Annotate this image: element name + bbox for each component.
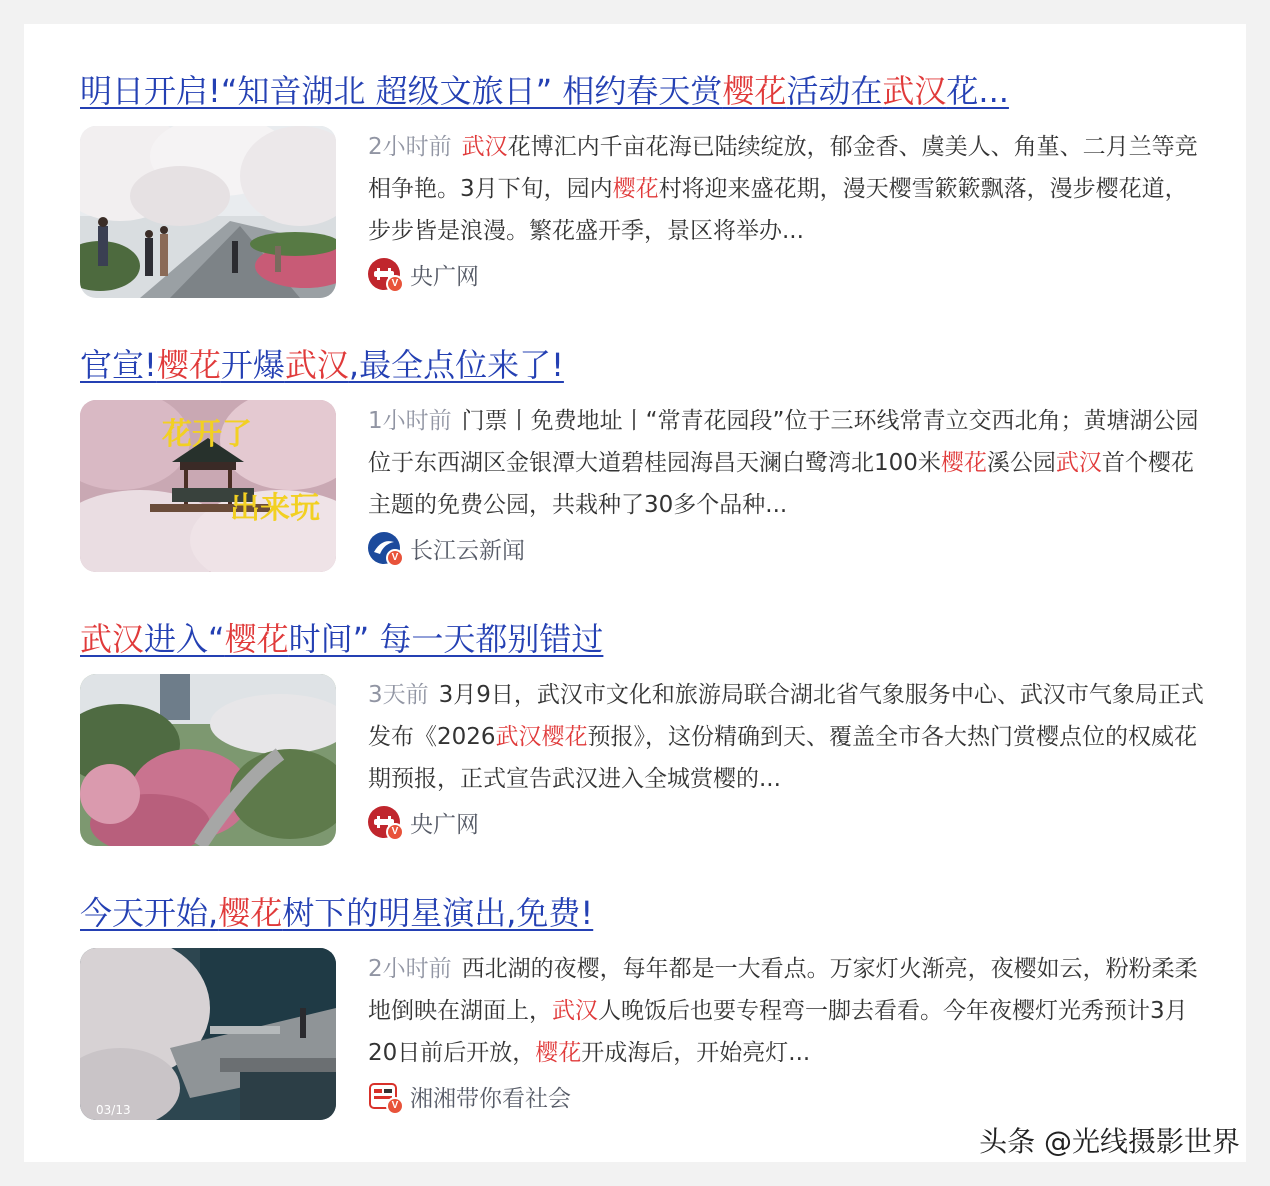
result-thumbnail[interactable] xyxy=(80,400,336,572)
result-time: 1小时前 xyxy=(368,408,452,434)
highlight-keyword: 武汉 xyxy=(1055,450,1102,476)
text-segment: 开成海后，开始亮灯... xyxy=(581,1040,811,1066)
changjiang-cloud-logo-icon xyxy=(368,532,400,564)
highlight-keyword: 樱花 xyxy=(218,894,283,932)
text-segment: 预报》，这份精确到天、覆盖全市各大热门赏樱点位的权威花期预报，正式宣告武汉进入全城赏樱的... xyxy=(368,724,1198,792)
result-time: 2小时前 xyxy=(368,956,452,982)
text-segment: 村将迎来盛花期，漫天樱雪簌簌飘落，漫步樱花道，步步皆是浪漫。繁花盛开季，景区将举办... xyxy=(368,176,1188,244)
highlight-keyword: 武汉樱花 xyxy=(495,724,588,750)
result-summary xyxy=(368,948,1204,1074)
source-name: 长江云新闻 xyxy=(410,537,525,564)
result-thumbnail[interactable] xyxy=(80,126,336,298)
cherry-blossom-avenue-image xyxy=(80,126,336,298)
text-segment: 时间” 每一天都别错过 xyxy=(288,620,604,658)
text-segment: 门票丨免费地址丨“常青花园段”位于三环线常青立交西北角；黄塘湖公园位于东西湖区金银潭大道碧桂园海昌天澜白鹭湾北100米 xyxy=(368,408,1199,476)
search-results-card xyxy=(24,24,1246,1162)
cnr-logo-icon xyxy=(368,806,400,838)
highlight-keyword: 樱花 xyxy=(940,450,987,476)
text-segment: 进入“ xyxy=(144,620,225,658)
cherry-blossom-garden-aerial-image xyxy=(80,674,336,846)
cherry-blossom-pavilion-image xyxy=(80,400,336,572)
highlight-keyword: 武汉 xyxy=(461,134,508,160)
search-result xyxy=(80,342,1220,564)
text-segment: 活动在 xyxy=(786,72,883,110)
verified-badge-icon: V xyxy=(386,1097,404,1115)
xiangxiang-logo-icon xyxy=(368,1080,400,1112)
result-source[interactable] xyxy=(368,530,525,566)
text-segment: 树下的明星演出,免费! xyxy=(282,894,594,932)
result-title-link[interactable] xyxy=(80,890,1220,936)
source-name: 湘湘带你看社会 xyxy=(410,1085,571,1112)
highlight-keyword: 樱花 xyxy=(612,176,659,202)
text-segment: 花博汇内千亩花海已陆续绽放，郁金香、虞美人、角堇、二月兰等竞相争艳。3月下旬，园内 xyxy=(368,134,1198,202)
result-summary xyxy=(368,674,1204,800)
text-segment: 明日开启!“知音湖北 超级文旅日” 相约春天赏 xyxy=(80,72,723,110)
result-title-link[interactable] xyxy=(80,342,1220,388)
search-result xyxy=(80,890,1220,1117)
source-name: 央广网 xyxy=(410,263,479,290)
search-result xyxy=(80,68,1220,290)
verified-badge-icon: V xyxy=(386,823,404,841)
result-thumbnail[interactable] xyxy=(80,948,336,1120)
result-source[interactable] xyxy=(368,256,479,292)
source-name: 央广网 xyxy=(410,811,479,838)
text-segment: 西北湖的夜樱，每年都是一大看点。万家灯火渐亮，夜樱如云，粉粉柔柔地倒映在湖面上， xyxy=(368,956,1198,1024)
thumb-date-overlay: 03/13 xyxy=(96,1103,131,1117)
text-segment: 花... xyxy=(946,72,1009,110)
text-segment: 首个樱花主题的免费公园，共栽种了30多个品种... xyxy=(368,450,1194,518)
search-result xyxy=(80,616,1220,838)
highlight-keyword: 樱花 xyxy=(722,72,787,110)
result-summary xyxy=(368,400,1204,526)
result-source[interactable] xyxy=(368,1078,571,1114)
highlight-keyword: 武汉 xyxy=(552,998,598,1024)
text-segment: 官宣! xyxy=(80,346,157,384)
highlight-keyword: 武汉 xyxy=(882,72,947,110)
highlight-keyword: 樱花 xyxy=(224,620,289,658)
text-segment: 3月9日，武汉市文化和旅游局联合湖北省气象服务中心、武汉市气象局正式发布《2026 xyxy=(368,682,1204,750)
result-time: 2小时前 xyxy=(368,134,452,160)
highlight-keyword: 武汉 xyxy=(80,620,145,658)
text-segment: 溪公园 xyxy=(986,450,1056,476)
toutiao-watermark: 头条 @光线摄影世界 xyxy=(979,1125,1240,1158)
result-title-link[interactable] xyxy=(80,616,1220,662)
verified-badge-icon: V xyxy=(386,549,404,567)
night-cherry-blossom-lake-image xyxy=(80,948,336,1120)
text-segment: ,最全点位来了! xyxy=(348,346,564,384)
result-time: 3天前 xyxy=(368,682,429,708)
text-segment: 今天开始, xyxy=(80,894,219,932)
result-thumbnail[interactable] xyxy=(80,674,336,846)
highlight-keyword: 樱花 xyxy=(535,1040,582,1066)
thumb-overlay-text-line1: 花开了 xyxy=(162,417,252,452)
verified-badge-icon: V xyxy=(386,275,404,293)
result-summary xyxy=(368,126,1204,252)
cnr-logo-icon xyxy=(368,258,400,290)
text-segment: 人晚饭后也要专程弯一脚去看看。今年夜樱灯光秀预计3月20日前后开放， xyxy=(368,998,1188,1066)
text-segment: 开爆 xyxy=(220,346,285,384)
result-source[interactable] xyxy=(368,804,479,840)
result-title-link[interactable] xyxy=(80,68,1220,114)
thumb-overlay-text-line2: 出来玩 xyxy=(230,491,320,526)
highlight-keyword: 武汉 xyxy=(284,346,349,384)
highlight-keyword: 樱花 xyxy=(156,346,221,384)
